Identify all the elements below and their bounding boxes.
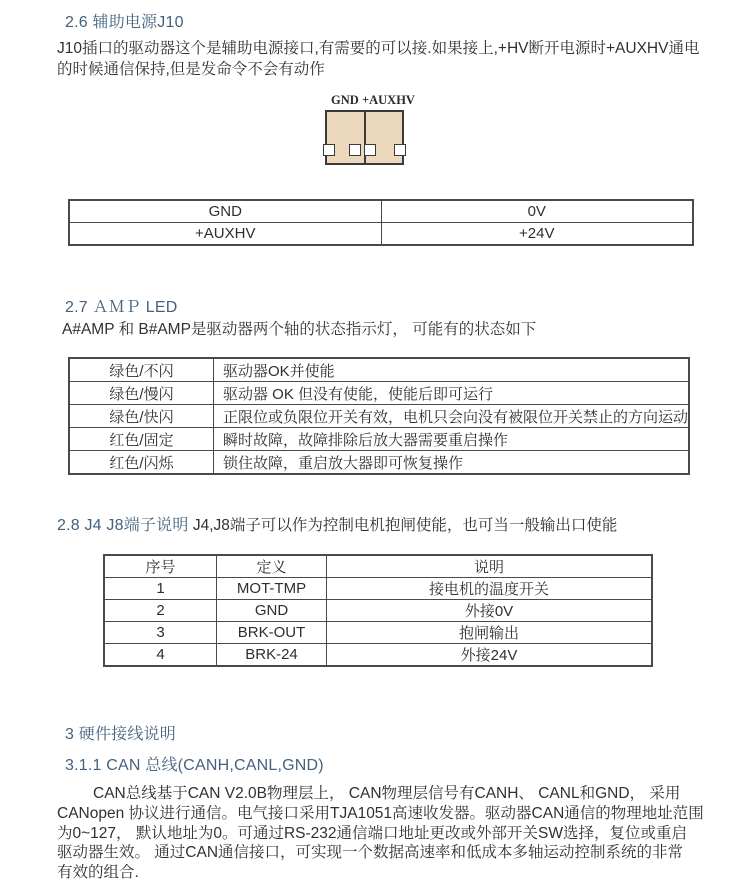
connector-pin-slot [349, 144, 361, 156]
connector-label-gnd: GND [331, 93, 359, 107]
section-2-6-paragraph [57, 38, 699, 80]
led-state-cell: 绿色/不闪 [69, 358, 214, 382]
section-2-7-intro: A#AMP 和 B#AMP是驱动器两个轴的状态指示灯， 可能有的状态如下 [62, 321, 537, 338]
table-cell: GND [69, 200, 381, 223]
led-meaning-cell: 锁住故障，重启放大器即可恢复操作 [214, 451, 690, 475]
led-state-cell: 绿色/快闪 [69, 405, 214, 428]
section-2-8-heading-rest: J4,J8端子可以作为控制电机抱闸使能，也可当一般输出口使能 [188, 517, 618, 534]
table-row [104, 622, 652, 644]
aux-power-connector-figure [318, 93, 428, 165]
section-3-heading: 3 硬件接线说明 [65, 726, 176, 743]
table-row [69, 358, 689, 382]
paragraph-line: CAN总线基于CAN V2.0B物理层上， CAN物理层信号有CANH、 CANL和GND， 采用 [93, 785, 681, 802]
table-row [69, 382, 689, 405]
connector-pin-slot [394, 144, 406, 156]
pin-definition-cell: BRK-OUT [217, 622, 327, 644]
table-row [104, 578, 652, 600]
section-2-8-heading: 2.8 J4 J8端子说明 [57, 517, 189, 534]
section-2-8-heading-line [57, 512, 617, 535]
table-cell: +AUXHV [69, 223, 381, 246]
column-header: 序号 [104, 555, 217, 578]
led-meaning-cell: 正限位或负限位开关有效，电机只会向没有被限位开关禁止的方向运动 [214, 405, 690, 428]
led-meaning-cell: 驱动器OK并使能 [214, 358, 690, 382]
led-state-cell: 红色/固定 [69, 428, 214, 451]
table-row [104, 600, 652, 622]
pin-description-cell: 接电机的温度开关 [327, 578, 653, 600]
connector-pin-slot [323, 144, 335, 156]
amp-led-status-table [68, 357, 690, 475]
pin-definition-cell: BRK-24 [217, 644, 327, 667]
paragraph-line: 有效的组合. [57, 864, 139, 882]
pin-number-cell: 1 [104, 578, 217, 600]
table-header-row [104, 555, 652, 578]
paragraph-line: J10插口的驱动器这个是辅助电源接口,有需要的可以接.如果接上,+HV断开电源时+AUXHV通电 [57, 40, 700, 57]
table-cell: 0V [381, 200, 693, 223]
connector-pin-labels [318, 93, 428, 108]
pin-definition-cell: GND [217, 600, 327, 622]
table-row [69, 428, 689, 451]
section-3-1-1-heading: 3.1.1 CAN 总线(CANH,CANL,GND) [65, 757, 324, 774]
table-row [69, 451, 689, 475]
connector-body [325, 110, 404, 165]
connector-label-auxhv: +AUXHV [362, 93, 415, 107]
pin-number-cell: 2 [104, 600, 217, 622]
led-meaning-cell: 瞬时故障，故障排除后放大器需要重启操作 [214, 428, 690, 451]
connector-pin-slot [364, 144, 376, 156]
paragraph-line: 为0~127， 默认地址为0。可通过RS-232通信端口地址更改或外部开关SW选择，复位或重启 [57, 824, 687, 842]
table-row [69, 200, 693, 223]
pin-number-cell: 3 [104, 622, 217, 644]
section-2-7-heading: 2.7 ＡＭＰ LED [65, 299, 178, 316]
led-state-cell: 绿色/慢闪 [69, 382, 214, 405]
pin-description-cell: 抱闸输出 [327, 622, 653, 644]
table-row [69, 405, 689, 428]
table-row [69, 223, 693, 246]
led-state-cell: 红色/闪烁 [69, 451, 214, 475]
led-meaning-cell: 驱动器 OK 但没有使能，使能后即可运行 [214, 382, 690, 405]
table-row [104, 644, 652, 667]
paragraph-line: 的时候通信保持,但是发命令不会有动作 [57, 61, 325, 78]
paragraph-line: 驱动器生效。 通过CAN通信接口，可实现一个数据高速率和低成本多轴运动控制系统的非常 [57, 844, 684, 862]
column-header: 说明 [327, 555, 653, 578]
paragraph-line: CANopen 协议进行通信。电气接口采用TJA1051高速收发器。驱动器CAN通信的物理地址范围 [57, 804, 704, 822]
section-2-6-heading: 2.6 辅助电源J10 [65, 14, 184, 31]
pin-description-cell: 外接24V [327, 644, 653, 667]
j4-j8-terminal-table [103, 554, 653, 667]
aux-power-table [68, 199, 694, 246]
pin-number-cell: 4 [104, 644, 217, 667]
table-cell: +24V [381, 223, 693, 246]
can-bus-paragraph [57, 784, 702, 883]
pin-definition-cell: MOT-TMP [217, 578, 327, 600]
column-header: 定义 [217, 555, 327, 578]
pin-description-cell: 外接0V [327, 600, 653, 622]
